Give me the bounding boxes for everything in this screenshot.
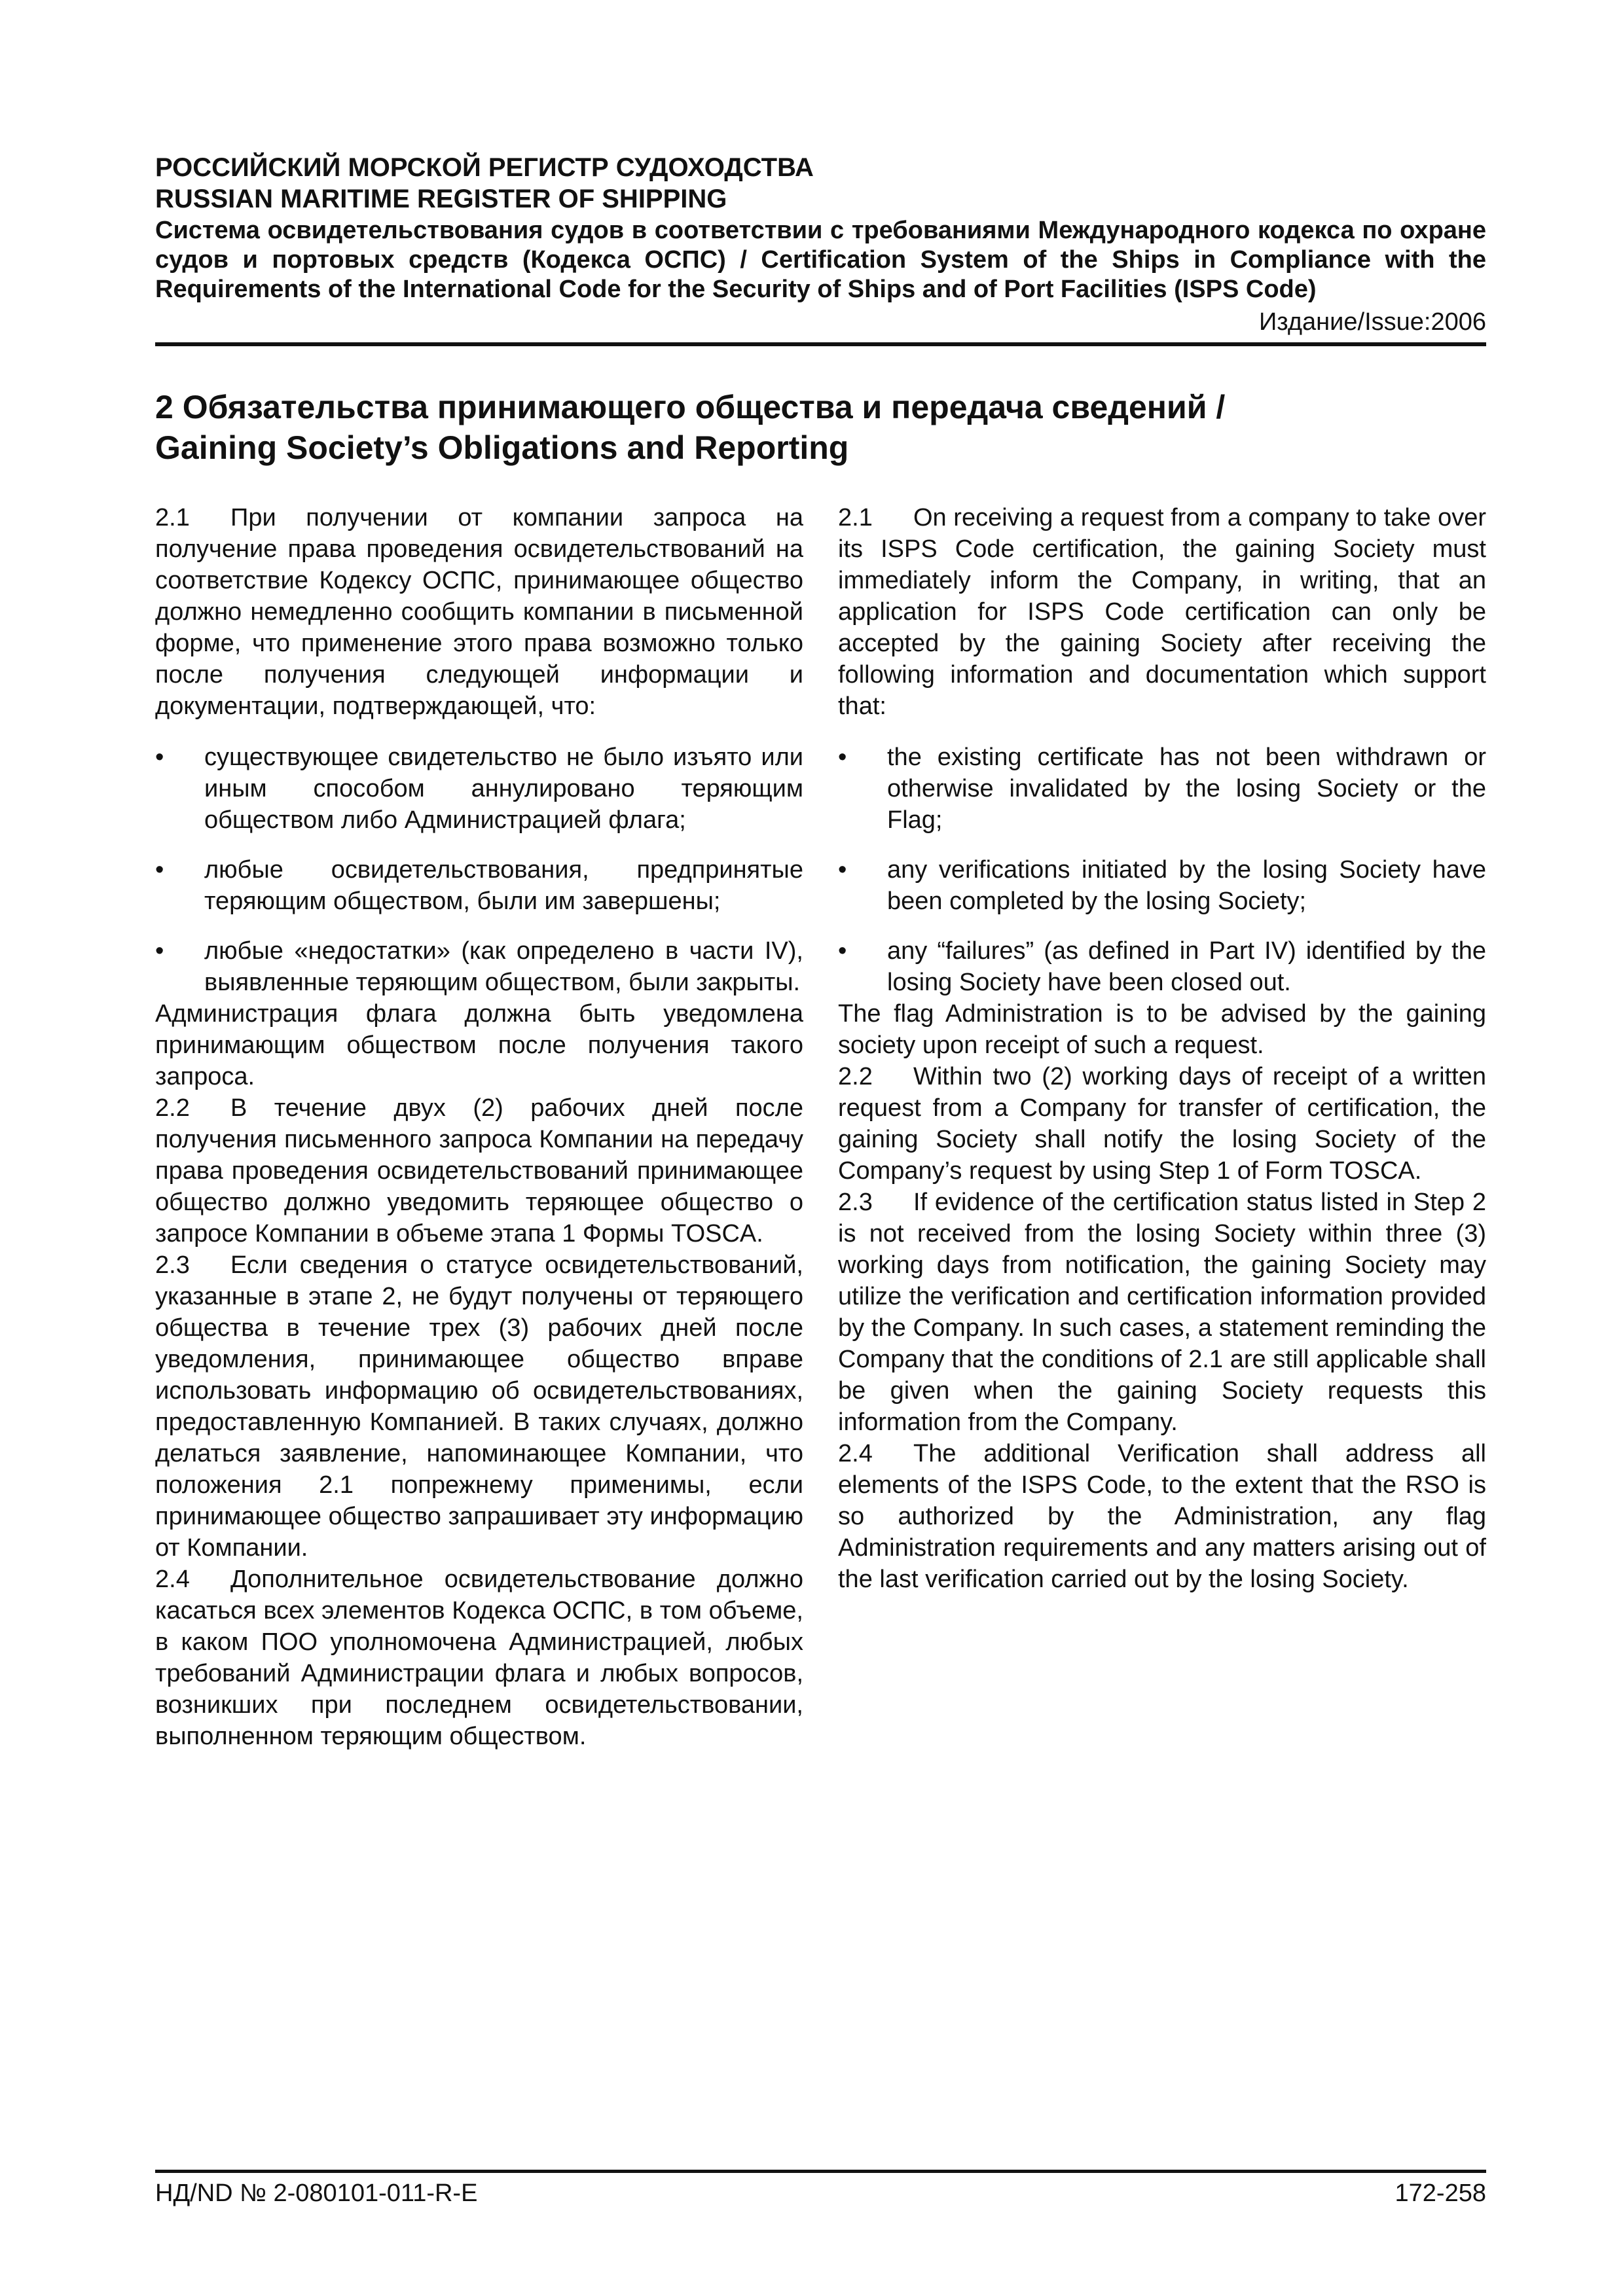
list-item: • any “failures” (as defined in Part IV) identified by the losing Society have been closed out. — [838, 935, 1486, 998]
section-title-en: Gaining Society’s Obligations and Reporting — [155, 429, 849, 466]
organization-name-en: RUSSIAN MARITIME REGISTER OF SHIPPING — [155, 185, 727, 213]
paragraph-2-2-ru — [155, 1092, 803, 1249]
list-item: • any verifications initiated by the losing Society have been completed by the losing Society; — [838, 854, 1486, 917]
paragraph-number: 2.1 — [155, 504, 190, 531]
two-column-body — [155, 502, 1486, 1752]
paragraph-number: 2.3 — [838, 1189, 873, 1216]
paragraph-2-3-en — [838, 1187, 1486, 1438]
paragraph-2-2-en — [838, 1061, 1486, 1187]
paragraph-text: Если сведения о статусе освидетельствований, указанные в этапе 2, не будут получены от теряющего общества в течение трех (3) рабочих дней после уведомления, принимающее общество вправе использовать информацию об освидетельствованиях, предоставленную Компанией. В таких случаях, должно делаться заявление, напоминающее Компании, что положения 2.1 попрежнему применимы, если принимающее общество запрашивает эту информацию от Компании. — [155, 1251, 803, 1562]
paragraph-text: On receiving a request from a company to take over its ISPS Code certification, the gaining Society must immediately inform the Company, in writing, that an application for ISPS Code certification can only be accepted by the gaining Society after receiving the following information and documentation which support that: — [838, 504, 1486, 720]
paragraph-number: 2.4 — [838, 1440, 873, 1467]
document-header — [155, 152, 1486, 346]
issue-label: Издание/Issue:2006 — [1258, 308, 1486, 336]
paragraph-2-1-ru — [155, 502, 803, 722]
paragraph-number: 2.3 — [155, 1251, 190, 1279]
bullet-list-en — [838, 742, 1486, 998]
document-number: НД/ND № 2-080101-011-R-E — [155, 2179, 478, 2207]
footer-divider — [155, 2170, 1486, 2173]
paragraph-number: 2.2 — [155, 1094, 190, 1122]
list-item: • любые освидетельствования, предпринятые теряющим обществом, были им завершены; — [155, 854, 803, 917]
paragraph-number: 2.1 — [838, 504, 873, 531]
russian-column — [155, 502, 803, 1752]
list-item: • the existing certificate has not been withdrawn or otherwise invalidated by the losing Society or the Flag; — [838, 742, 1486, 836]
list-item: • любые «недостатки» (как определено в части IV), выявленные теряющим обществом, были закрыты. — [155, 935, 803, 998]
header-divider — [155, 342, 1486, 346]
list-item: • существующее свидетельство не было изъято или иным способом аннулировано теряющим обществом либо Администрацией флага; — [155, 742, 803, 836]
section-title-ru: 2 Обязательства принимающего общества и передача сведений / — [155, 389, 1226, 425]
paragraph-text: В течение двух (2) рабочих дней после получения письменного запроса Компании на передачу права проведения освидетельствований принимающее общество должно уведомить теряющее общество о запросе Компании в объеме этапа 1 Формы TOSCA. — [155, 1094, 803, 1247]
paragraph-2-4-en — [838, 1438, 1486, 1595]
organization-name-ru: РОССИЙСКИЙ МОРСКОЙ РЕГИСТР СУДОХОДСТВА — [155, 153, 814, 182]
flag-note-en: The flag Administration is to be advised by the gaining society upon receipt of such a request. — [838, 1000, 1486, 1059]
document-system-title: Система освидетельствования судов в соответствии с требованиями Международного кодекса по охране судов и портовых средств (Кодекса ОСПС) / Certification System of the Ships in Compliance with the Requirements of the International Code for the Security of Ships and of Port Facilities (ISPS Code) — [155, 217, 1486, 303]
english-column — [838, 502, 1486, 1752]
footer-row — [155, 2178, 1486, 2208]
paragraph-text: При получении от компании запроса на получение права проведения освидетельствований на соответствие Кодексу ОСПС, принимающее общество должно немедленно сообщить компании в письменной форме, что применение этого права возможно только после получения следующей информации и документации, подтверждающей, что: — [155, 504, 803, 720]
document-footer — [155, 2170, 1486, 2208]
page-number: 172-258 — [1395, 2179, 1486, 2207]
paragraph-text: The additional Verification shall address all elements of the ISPS Code, to the extent that the RSO is so authorized by the Administration, any flag Administration requirements and any matters arising out of the last verification carried out by the losing Society. — [838, 1440, 1486, 1593]
paragraph-text: Дополнительное освидетельствование должно касаться всех элементов Кодекса ОСПС, в том объеме, в каком ПОО уполномочена Администрацией, любых требований Администрации флага и любых вопросов, возникших при последнем освидетельствовании, выполненном теряющим обществом. — [155, 1566, 803, 1750]
bullet-list-ru — [155, 742, 803, 998]
paragraph-2-1-en — [838, 502, 1486, 722]
paragraph-2-3-ru — [155, 1249, 803, 1564]
paragraph-text: If evidence of the certification status listed in Step 2 is not received from the losing Society within three (3) working days from notification, the gaining Society may utilize the verification and certification information provided by the Company. In such cases, a statement reminding the Company that the conditions of 2.1 are still applicable shall be given when the gaining Society requests this information from the Company. — [838, 1189, 1486, 1436]
paragraph-number: 2.4 — [155, 1566, 190, 1593]
flag-note-ru: Администрация флага должна быть уведомлена принимающим обществом после получения такого запроса. — [155, 1000, 803, 1090]
section-title — [155, 387, 1486, 468]
paragraph-2-4-ru — [155, 1564, 803, 1752]
document-page — [155, 152, 1486, 1752]
paragraph-text: Within two (2) working days of receipt of a written request from a Company for transfer of certification, the gaining Society shall notify the losing Society of the Company’s request by using Step 1 of Form TOSCA. — [838, 1063, 1486, 1185]
paragraph-number: 2.2 — [838, 1063, 873, 1090]
